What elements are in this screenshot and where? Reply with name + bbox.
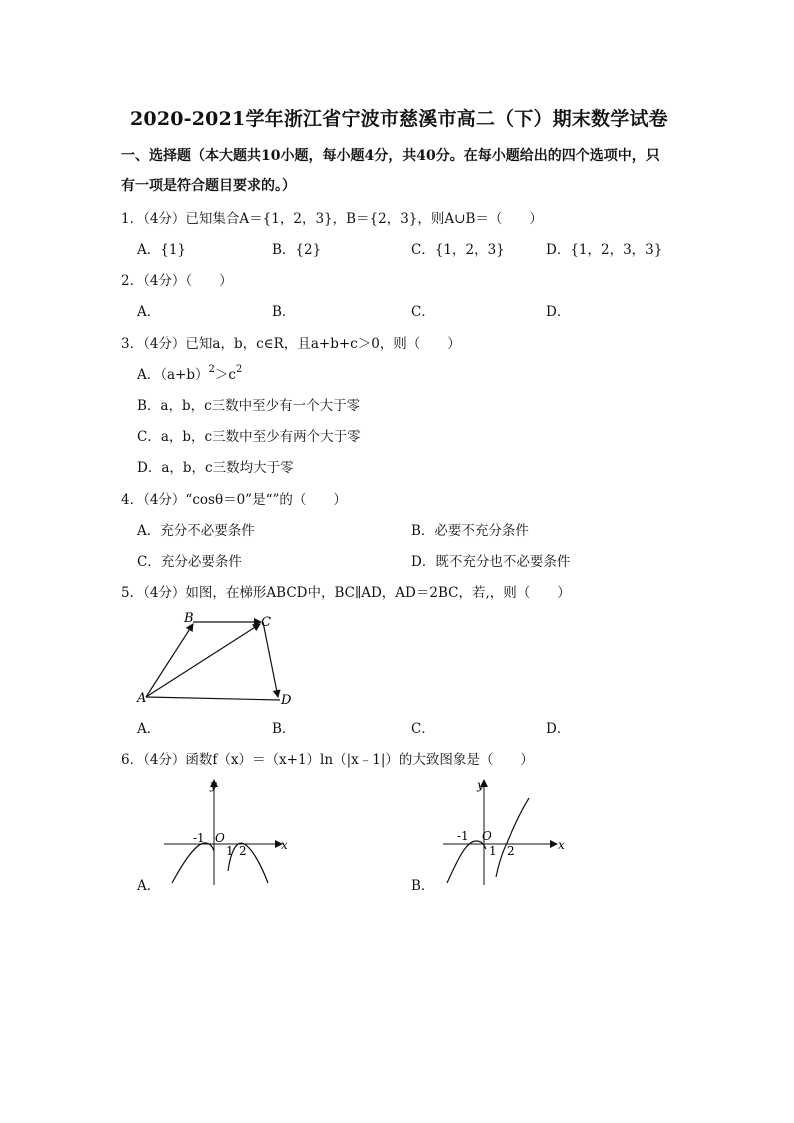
curve-left-branch	[447, 841, 486, 883]
label-point-c: C	[261, 615, 271, 630]
question-4-stem: 4．（4分）“cosθ＝0”是“”的（ ）	[121, 492, 347, 508]
tick-label-2: 2	[507, 844, 515, 858]
question-3-stem: 3．（4分）已知a，b，c∈R，且a+b+c＞0，则（ ）	[121, 336, 461, 352]
question-1-option-a: A．{1}	[137, 242, 187, 258]
trapezoid-figure	[135, 606, 305, 712]
section-heading-line1: 一、选择题（本大题共10小题，每小题4分，共40分。在每小题给出的四个选项中，只	[121, 148, 660, 164]
question-2-stem: 2．（4分）（ ）	[121, 273, 233, 289]
segment-ad	[146, 697, 280, 700]
origin-label: O	[215, 831, 225, 845]
page-title: 2020-2021学年浙江省宁波市慈溪市高二（下）期末数学试卷	[130, 108, 668, 130]
question-5-option-a: A．	[137, 721, 161, 737]
question-1-stem: 1．（4分）已知集合A＝{1，2，3}，B＝{2，3}，则A∪B＝（ ）	[121, 211, 543, 227]
question-3-option-a-prefix: A．（a+b）	[137, 367, 209, 383]
y-axis-label: y	[210, 778, 217, 792]
tick-label-neg1: -1	[457, 829, 469, 843]
vector-ab	[146, 624, 193, 697]
curve-right-branch	[496, 798, 529, 877]
question-3-option-a-exponent-1: 2	[208, 364, 215, 375]
question-2-option-d: D．	[546, 304, 571, 320]
question-1-option-d: D．{1，2，3，3}	[546, 242, 663, 258]
curve-right-branch	[228, 843, 268, 883]
question-2-option-c: C．	[411, 304, 435, 320]
question-3-option-a-mid: ＞c	[214, 367, 236, 383]
question-3-option-a-exponent-2: 2	[235, 364, 243, 375]
question-4-option-c: C．充分必要条件	[137, 554, 242, 570]
question-6-stem: 6．（4分）函数f（x）＝（x+1）ln（|x﹣1|）的大致图象是（ ）	[121, 752, 534, 768]
question-3-option-d: D．a，b，c三数均大于零	[137, 460, 294, 476]
question-2-option-a: A．	[137, 304, 161, 320]
function-graph-b	[439, 773, 575, 889]
label-point-a: A	[137, 691, 147, 706]
tick-label-1: 1	[226, 844, 234, 858]
x-axis-label: x	[558, 838, 565, 852]
label-point-b: B	[184, 611, 194, 626]
question-5-option-d: D．	[546, 721, 571, 737]
function-graph-a	[160, 773, 296, 889]
question-6-option-a: A．	[137, 878, 161, 894]
question-1-option-b: B．{2}	[272, 242, 322, 258]
tick-label-neg1: -1	[193, 831, 205, 845]
origin-label: O	[482, 829, 492, 843]
question-3-option-c: C．a，b，c三数中至少有两个大于零	[137, 429, 361, 445]
x-axis-label: x	[281, 838, 288, 852]
question-5-option-b: B．	[272, 721, 296, 737]
section-heading-line2: 有一项是符合题目要求的。）	[121, 178, 296, 194]
question-4-option-d: D．既不充分也不必要条件	[411, 554, 571, 570]
vector-cd	[263, 622, 278, 697]
curve-left-branch	[172, 843, 214, 883]
question-5-option-c: C．	[411, 721, 435, 737]
label-point-d: D	[281, 693, 292, 708]
question-1-option-c: C．{1，2，3}	[411, 242, 505, 258]
question-5-stem: 5．（4分）如图，在梯形ABCD中，BC∥AD，AD＝2BC，若,，则（ ）	[121, 585, 571, 601]
y-axis-label: y	[477, 778, 484, 792]
question-6-option-b: B．	[411, 878, 435, 894]
question-3-option-b: B．a，b，c三数中至少有一个大于零	[137, 398, 361, 414]
question-3-option-a	[137, 363, 242, 383]
question-4-option-a: A．充分不必要条件	[137, 523, 255, 539]
question-4-option-b: B．必要不充分条件	[411, 523, 529, 539]
vector-ac	[146, 624, 260, 697]
question-2-option-b: B．	[272, 304, 296, 320]
tick-label-1: 1	[489, 844, 497, 858]
tick-label-2: 2	[239, 844, 247, 858]
